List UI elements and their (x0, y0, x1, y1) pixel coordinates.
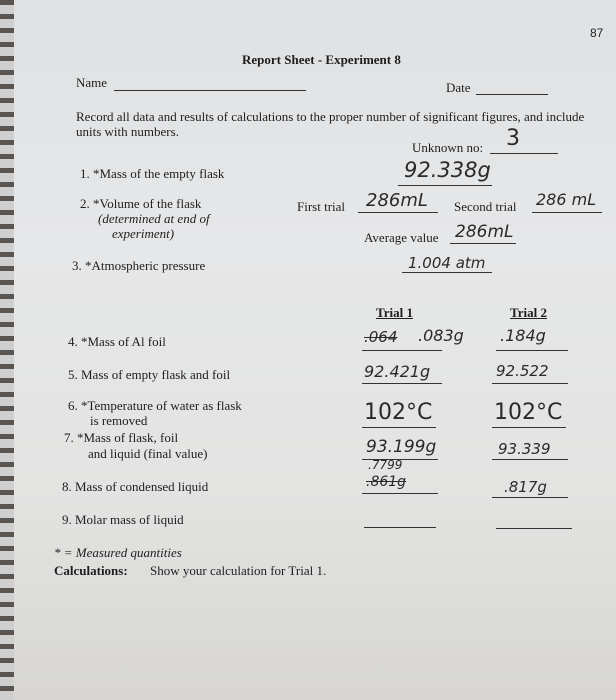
q8-trial1-struck: .861g (366, 474, 407, 490)
q5-trial1-value: 92.421g (364, 362, 431, 381)
q7-label-2: and liquid (final value) (88, 446, 208, 461)
q4-label: 4. *Mass of Al foil (68, 334, 166, 349)
q1-label: 1. *Mass of the empty flask (80, 166, 225, 181)
second-trial-value: 286 mL (536, 190, 597, 209)
name-line[interactable] (114, 90, 306, 91)
unknown-label: Unknown no: (412, 140, 484, 155)
q6-trial2-line (492, 427, 566, 428)
first-trial-line (358, 212, 438, 213)
q5-trial2-value: 92.522 (496, 362, 549, 380)
unknown-value: 3 (506, 126, 520, 151)
q6-label: 6. *Temperature of water as flask (68, 398, 242, 413)
q4-trial2-line (496, 350, 568, 351)
q3-value: 1.004 atm (408, 254, 486, 272)
q1-value: 92.338g (404, 158, 491, 182)
average-label: Average value (364, 230, 439, 245)
q7-trial2-value: 93.339 (498, 440, 551, 458)
name-label: Name (76, 75, 108, 90)
page-title: Report Sheet - Experiment 8 (242, 52, 401, 67)
q6-trial2-value: 102°C (494, 400, 563, 425)
trial1-header: Trial 1 (376, 305, 413, 320)
instructions-text: Record all data and results of calculations to the proper number of significant figures, and include units with numbers. (76, 109, 585, 139)
calculations-text: Show your calculation for Trial 1. (150, 563, 327, 578)
q9-label: 9. Molar mass of liquid (62, 512, 184, 527)
q7-trial2-line (492, 459, 568, 460)
q7-trial1-value: 93.199g (366, 437, 437, 457)
measured-note: * = Measured quantities (54, 545, 182, 560)
calculations-label: Calculations: (54, 563, 128, 578)
q4-trial1-value: .083g (418, 326, 464, 345)
date-label: Date (446, 80, 471, 95)
q4-trial1-line (362, 350, 442, 351)
q2-label-note: (determined at end of (98, 211, 210, 226)
q4-trial1-struck: .064 (364, 328, 398, 346)
q8-trial1-line (362, 493, 438, 494)
q7-label: 7. *Mass of flask, foil (64, 430, 179, 445)
unknown-line (490, 153, 558, 154)
second-trial-line (532, 212, 602, 213)
q8-trial1-value: .7799 (368, 458, 403, 472)
q6-trial1-line (362, 427, 436, 428)
q8-label: 8. Mass of condensed liquid (62, 479, 209, 494)
q2-label: 2. *Volume of the flask (80, 196, 202, 211)
q2-label-note-2: experiment) (112, 226, 175, 241)
q9-trial2-line (496, 528, 572, 529)
average-line (450, 243, 516, 244)
q1-line (398, 185, 492, 186)
q8-trial2-line (492, 497, 568, 498)
q3-line (402, 272, 492, 273)
spiral-binding (0, 0, 14, 700)
date-line[interactable] (476, 94, 548, 95)
second-trial-label: Second trial (454, 199, 517, 214)
q6-trial1-value: 102°C (364, 400, 433, 425)
page-number: 87 (590, 26, 604, 40)
q9-trial1-line (364, 527, 436, 528)
q3-label: 3. *Atmospheric pressure (72, 258, 206, 273)
q5-trial2-line (492, 383, 568, 384)
first-trial-value: 286mL (366, 190, 428, 211)
q8-trial2-value: .817g (504, 478, 547, 496)
q4-trial2-value: .184g (500, 326, 546, 345)
trial2-header: Trial 2 (510, 305, 547, 320)
q5-label: 5. Mass of empty flask and foil (68, 367, 231, 382)
first-trial-label: First trial (297, 199, 346, 214)
q6-label-2: is removed (90, 413, 148, 428)
average-value: 286mL (455, 222, 514, 242)
q5-trial1-line (362, 383, 442, 384)
